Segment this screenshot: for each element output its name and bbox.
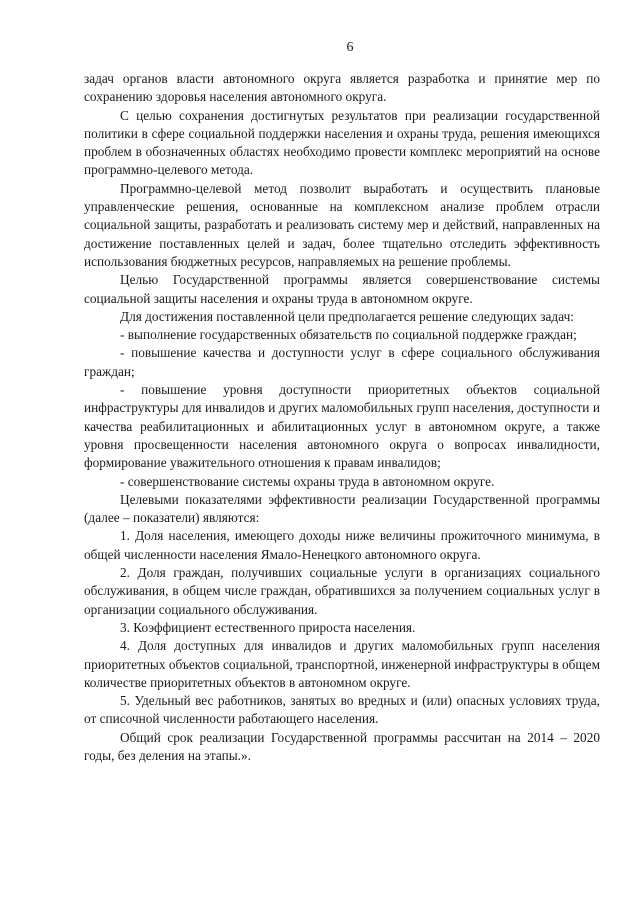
paragraph-indicators-intro: Целевыми показателями эффективности реализации Государственной программы (далее – показатели) являются: bbox=[84, 491, 600, 526]
paragraph-program-goal: Целью Государственной программы является совершенствование системы социальной защиты населения и охраны труда в автономном округе. bbox=[84, 272, 600, 306]
paragraph-continuation: задач органов власти автономного округа является разработка и принятие мер по сохранению здоровья населения автономного округа. bbox=[84, 71, 600, 105]
indicator-item: 3. Коэффициент естественного прироста населения. bbox=[120, 619, 416, 635]
indicator-item: 1. Доля населения, имеющего доходы ниже величины прожиточного минимума, в общей численности населения Ямало-Ненецкого автономного округа. bbox=[84, 528, 600, 562]
paragraph-program-term: Общий срок реализации Государственной программы рассчитан на 2014 – 2020 годы, без деления на этапы.». bbox=[84, 729, 600, 763]
paragraph-goal-preservation: С целью сохранения достигнутых результатов при реализации государственной политики в сфере социальной поддержки населения и охраны труда, решения имеющихся проблем в обозначенных областях необходимо провести комплекс мероприятий на основе программно-целевого метода. bbox=[84, 107, 600, 178]
indicator-item: 5. Удельный вес работников, занятых во вредных и (или) опасных условиях труда, от списочной численности работающего населения. bbox=[84, 693, 600, 727]
indicator-item: 2. Доля граждан, получивших социальные услуги в организациях социального обслуживания, в общем числе граждан, обратившихся за получением социальных услуг в организации социального обслуживания. bbox=[84, 565, 600, 617]
task-item: - повышение уровня доступности приоритетных объектов социальной инфраструктуры для инвалидов и других маломобильных групп населения, доступности и качества реабилитационных и абилитационных услуг в автономном округе, а также уровня просвещенности населения автономного округа о вопросах инвалидности, формирование уважительного отношения к правам инвалидов; bbox=[84, 382, 600, 471]
paragraph-program-method: Программно-целевой метод позволит выработать и осуществить плановые управленческие решения, основанные на комплексном анализе проблем отрасли социальной защиты, разработать и реализовать систему мер и действий, направленных на достижение поставленных целей и задач, более тщательно отследить эффективность использования бюджетных ресурсов, направляемых на решение проблемы. bbox=[84, 180, 600, 269]
paragraph-tasks-intro: Для достижения поставленной цели предполагается решение следующих задач: bbox=[120, 308, 574, 324]
task-item: - повышение качества и доступности услуг в сфере социального обслуживания граждан; bbox=[84, 345, 600, 379]
indicator-item: 4. Доля доступных для инвалидов и других маломобильных групп населения приоритетных объектов социальной, транспортной, инженерной инфраструктуры в общем количестве приоритетных объектов в автономном округе. bbox=[84, 638, 600, 690]
page-number: 6 bbox=[346, 40, 354, 55]
task-item: - выполнение государственных обязательств по социальной поддержке граждан; bbox=[120, 327, 577, 343]
task-item: - совершенствование системы охраны труда в автономном округе. bbox=[120, 473, 495, 489]
